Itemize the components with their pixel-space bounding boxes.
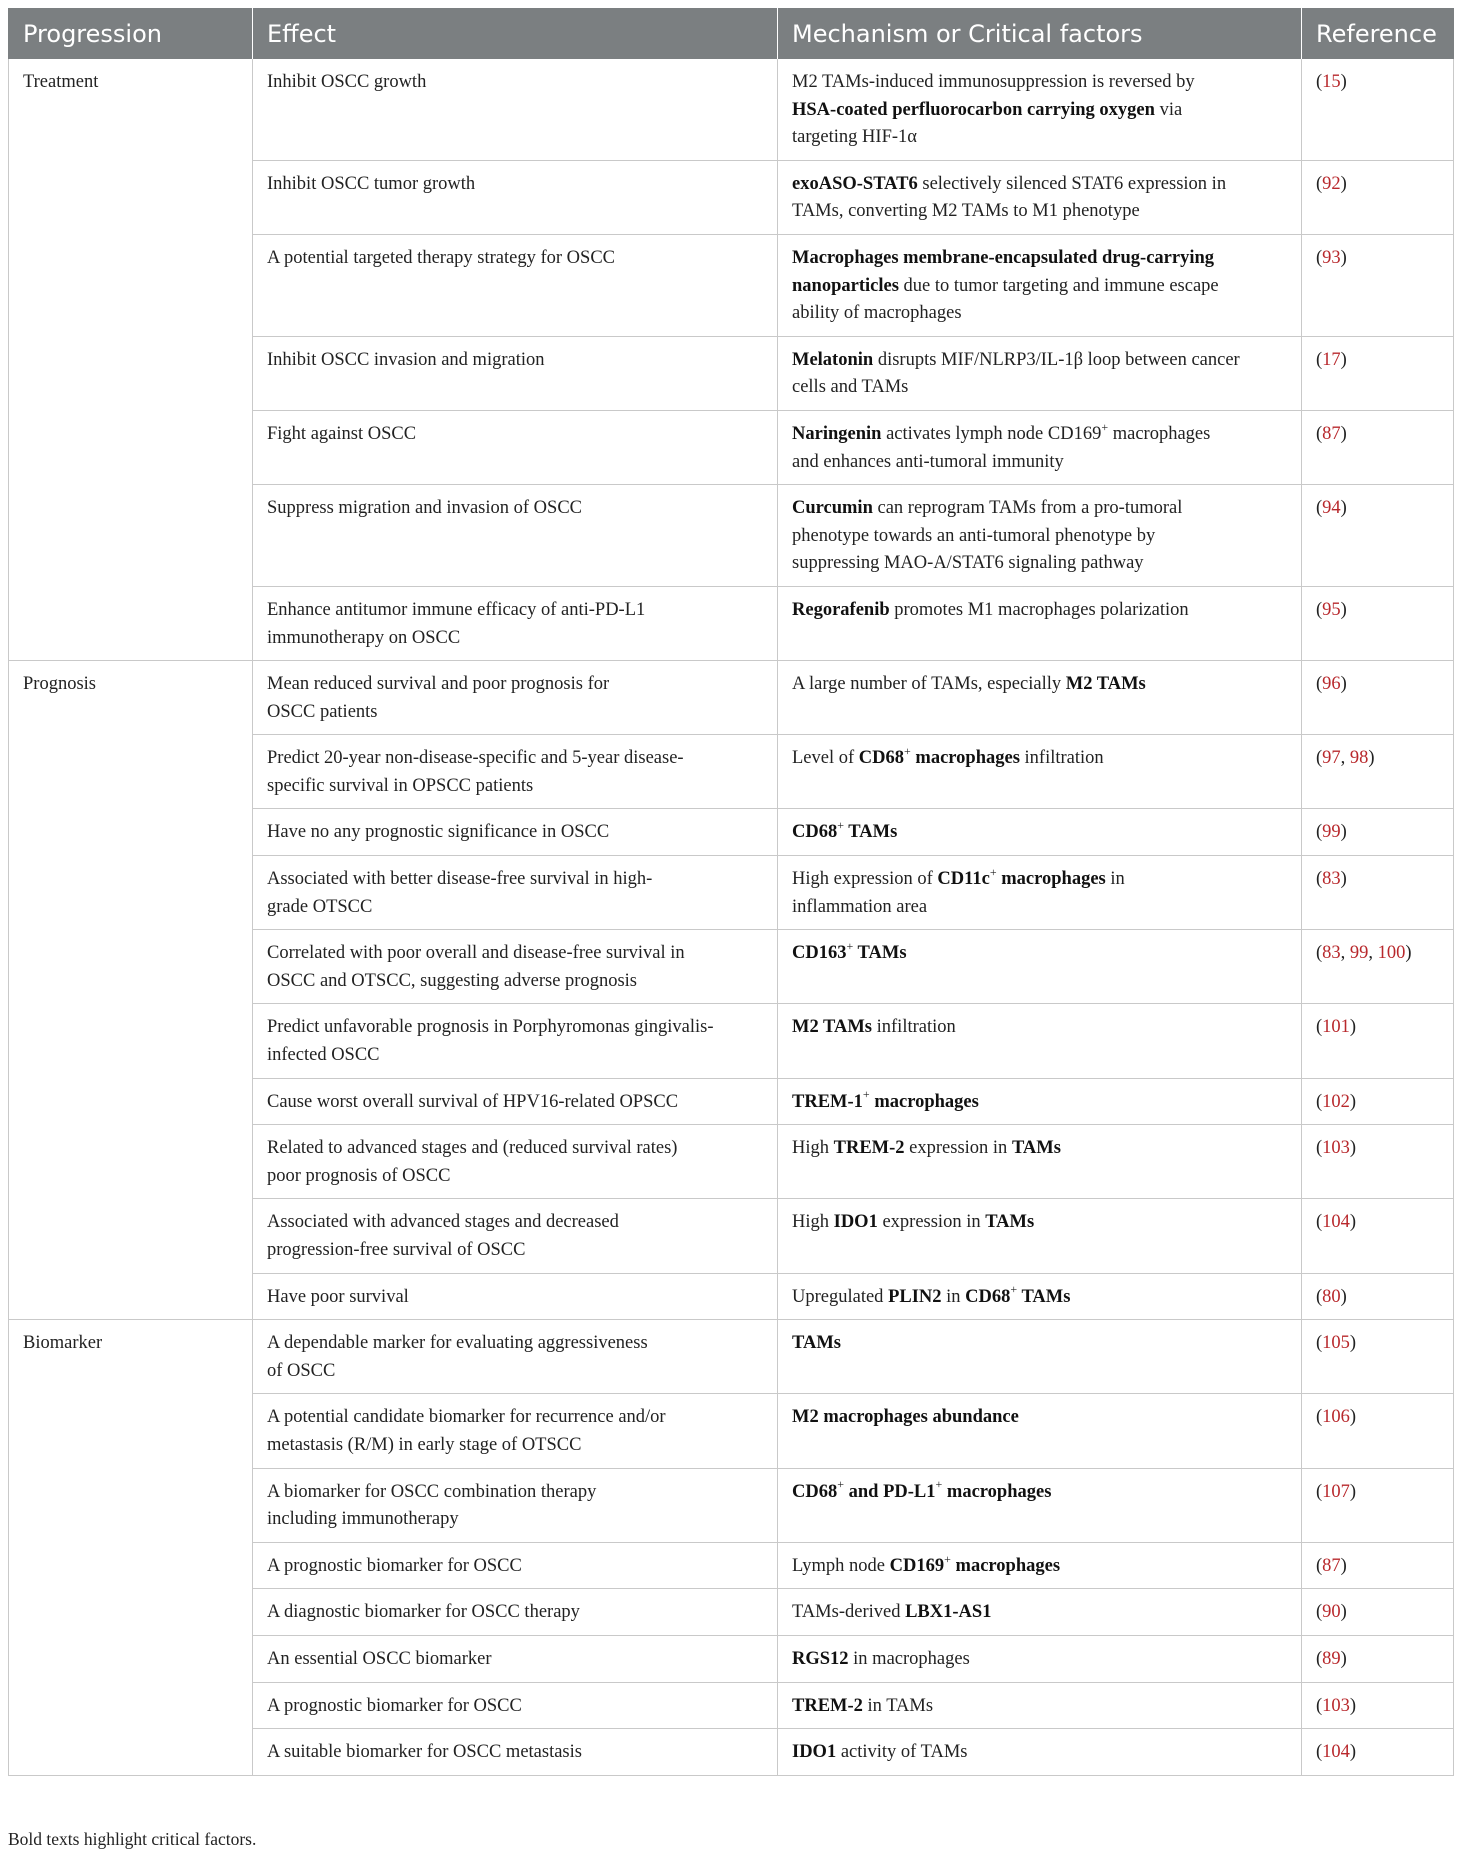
effect-cell: Fight against OSCC <box>253 410 778 484</box>
reference-cell: (96) <box>1302 661 1454 735</box>
effect-cell: Inhibit OSCC growth <box>253 59 778 160</box>
table-row <box>9 1320 1454 1394</box>
reference-link[interactable]: 17 <box>1322 349 1341 370</box>
critical-factor-text: CD11c <box>937 869 990 890</box>
reference-cell: (83) <box>1302 856 1454 930</box>
critical-factor-text: TAMs <box>844 822 898 843</box>
mechanism-cell <box>778 1468 1302 1542</box>
critical-factor-text: Macrophages membrane-encapsulated drug-carrying nanoparticles <box>792 247 1215 296</box>
effect-cell: A potential targeted therapy strategy for OSCC <box>253 234 778 336</box>
reference-cell: (107) <box>1302 1468 1454 1542</box>
mechanism-cell <box>778 1635 1302 1682</box>
critical-factor-text: HSA-coated perfluorocarbon carrying oxygen <box>792 99 1155 120</box>
mechanism-cell <box>778 1199 1302 1273</box>
superscript-text: + <box>1010 1282 1018 1297</box>
superscript-text: + <box>1101 419 1109 434</box>
critical-factor-text: TAMs <box>853 943 907 964</box>
reference-link[interactable]: 95 <box>1322 599 1341 620</box>
critical-factor-text: macrophages <box>942 1481 1052 1502</box>
reference-link[interactable]: 80 <box>1322 1286 1341 1307</box>
superscript-text: + <box>904 744 911 759</box>
mechanism-cell <box>778 1273 1302 1320</box>
critical-factor-text: TREM-1 <box>792 1091 863 1112</box>
effect-cell: A prognostic biomarker for OSCC <box>253 1682 778 1729</box>
critical-factor-text: macrophages <box>869 1091 979 1112</box>
header-row <box>9 8 1454 59</box>
critical-factor-text: TAMs <box>1011 1138 1061 1159</box>
reference-link[interactable]: 107 <box>1322 1481 1350 1502</box>
critical-factor-text: IDO1 <box>792 1742 837 1763</box>
mechanism-text: disrupts MIF/NLRP3/IL-1β loop between cancer cells and TAMs <box>792 349 1240 398</box>
critical-factor-text: CD68 <box>792 822 838 843</box>
progression-cell: Prognosis <box>9 661 253 1320</box>
progression-cell: Treatment <box>9 59 253 661</box>
mechanism-text: High <box>792 1138 834 1159</box>
superscript-text: + <box>862 1087 870 1102</box>
reference-link[interactable]: 93 <box>1322 247 1341 268</box>
reference-link[interactable]: 83 <box>1322 869 1341 890</box>
mechanism-text: can reprogram TAMs from a pro-tumoral phenotype towards an anti-tumoral phenotype by suppressing MAO-A/STAT6 signaling pathway <box>792 498 1183 574</box>
progression-cell: Biomarker <box>9 1320 253 1776</box>
header-effect: Effect <box>253 8 778 59</box>
mechanism-cell <box>778 410 1302 484</box>
mechanism-cell <box>778 930 1302 1004</box>
critical-factor-text: CD68 <box>965 1286 1011 1307</box>
mechanism-text: in inflammation area <box>792 869 1125 917</box>
reference-link[interactable]: 106 <box>1322 1407 1350 1428</box>
superscript-text: + <box>944 1551 951 1566</box>
mechanism-text: via targeting HIF-1α <box>792 99 1183 148</box>
reference-cell: (103) <box>1302 1682 1454 1729</box>
reference-link[interactable]: 103 <box>1322 1695 1350 1716</box>
reference-link[interactable]: 99 <box>1322 822 1341 843</box>
reference-cell: (99) <box>1302 809 1454 856</box>
mechanism-text: due to tumor targeting and immune escape ability of macrophages <box>792 275 1219 324</box>
reference-cell: (93) <box>1302 234 1454 336</box>
reference-cell: (80) <box>1302 1273 1454 1320</box>
critical-factor-text: macrophages <box>910 748 1020 769</box>
mechanism-text: activity of TAMs <box>836 1742 968 1763</box>
critical-factor-text: exoASO-STAT6 <box>792 173 918 194</box>
reference-cell: (89) <box>1302 1635 1454 1682</box>
mechanism-text: expression in <box>904 1138 1012 1159</box>
critical-factor-text: M2 macrophages abundance <box>792 1407 1019 1428</box>
mechanism-cell <box>778 234 1302 336</box>
mechanism-cell <box>778 1125 1302 1199</box>
superscript-text: + <box>837 1477 845 1492</box>
effect-cell: A biomarker for OSCC combination therapy including immunotherapy <box>253 1468 778 1542</box>
effect-cell: Predict 20-year non-disease-specific and 5-year disease- specific survival in OPSCC patients <box>253 735 778 809</box>
table-row <box>9 59 1454 160</box>
reference-link[interactable]: 89 <box>1322 1648 1341 1669</box>
reference-cell: (103) <box>1302 1125 1454 1199</box>
mechanism-text: activates lymph node CD169 <box>881 423 1102 444</box>
critical-factor-text: CD163 <box>792 943 847 964</box>
reference-cell: (94) <box>1302 485 1454 587</box>
effect-cell: Suppress migration and invasion of OSCC <box>253 485 778 587</box>
effect-cell: Mean reduced survival and poor prognosis for OSCC patients <box>253 661 778 735</box>
critical-factor-text: Regorafenib <box>792 599 890 620</box>
critical-factor-text: Melatonin <box>792 349 874 370</box>
effect-cell: Predict unfavorable prognosis in Porphyromonas gingivalis- infected OSCC <box>253 1004 778 1078</box>
mechanism-cell <box>778 1682 1302 1729</box>
critical-factor-text: LBX1-AS1 <box>905 1602 992 1623</box>
header-progression: Progression <box>9 8 253 59</box>
reference-link[interactable]: 99 <box>1349 943 1369 964</box>
mechanism-text: Upregulated <box>792 1286 889 1307</box>
mechanism-text: Lymph node <box>792 1555 890 1576</box>
reference-cell: (83, 99, 100) <box>1302 930 1454 1004</box>
reference-link[interactable]: 105 <box>1322 1333 1350 1354</box>
mechanism-text: infiltration <box>1019 748 1104 769</box>
critical-factor-text: TAMs <box>1017 1286 1071 1307</box>
mechanism-cell <box>778 1542 1302 1589</box>
critical-factor-text: TREM-2 <box>792 1695 863 1716</box>
reference-cell: (101) <box>1302 1004 1454 1078</box>
mechanism-cell <box>778 1078 1302 1125</box>
critical-factor-text: TAMs <box>792 1333 841 1354</box>
effect-cell: A suitable biomarker for OSCC metastasis <box>253 1729 778 1776</box>
mechanism-text: in TAMs <box>862 1695 934 1716</box>
reference-link[interactable]: 83 <box>1322 943 1341 964</box>
reference-cell: (92) <box>1302 160 1454 234</box>
reference-cell: (87) <box>1302 1542 1454 1589</box>
critical-factor-text: TREM-2 <box>833 1138 905 1159</box>
effect-cell: Related to advanced stages and (reduced survival rates) poor prognosis of OSCC <box>253 1125 778 1199</box>
mechanism-cell <box>778 661 1302 735</box>
reference-cell: (104) <box>1302 1729 1454 1776</box>
critical-factor-text: Naringenin <box>792 423 882 444</box>
mechanism-text: promotes M1 macrophages polarization <box>889 599 1189 620</box>
mechanism-text: TAMs-derived <box>792 1602 906 1623</box>
effect-cell: Correlated with poor overall and disease-free survival in OSCC and OTSCC, suggesting adverse prognosis <box>253 930 778 1004</box>
mechanism-text: High <box>792 1212 834 1233</box>
mechanism-cell <box>778 336 1302 410</box>
critical-factor-text: CD169 <box>889 1555 945 1576</box>
mechanism-cell <box>778 160 1302 234</box>
critical-factor-text: RGS12 <box>792 1648 849 1669</box>
mechanism-cell <box>778 735 1302 809</box>
critical-factor-text: IDO1 <box>833 1212 878 1233</box>
mechanism-text: High expression of <box>792 869 938 890</box>
reference-link[interactable]: 87 <box>1322 1555 1341 1576</box>
superscript-text: + <box>837 818 845 833</box>
reference-cell: (90) <box>1302 1589 1454 1636</box>
effect-cell: Have poor survival <box>253 1273 778 1320</box>
mechanism-text: Level of <box>792 748 859 769</box>
effect-cell: A prognostic biomarker for OSCC <box>253 1542 778 1589</box>
critical-factor-text: CD68 <box>858 748 905 769</box>
reference-link[interactable]: 96 <box>1322 674 1341 695</box>
reference-link[interactable]: 90 <box>1322 1602 1341 1623</box>
reference-cell: (87) <box>1302 410 1454 484</box>
table-container <box>8 8 1453 1776</box>
table-footnote: Bold texts highlight critical factors. <box>8 1829 257 1849</box>
reference-link[interactable]: 97 <box>1322 748 1341 769</box>
mechanism-text: selectively silenced STAT6 expression in TAMs, converting M2 TAMs to M1 phenotype <box>792 173 1227 222</box>
mechanism-text: infiltration <box>872 1017 956 1038</box>
mechanism-cell <box>778 1320 1302 1394</box>
reference-cell: (17) <box>1302 336 1454 410</box>
mechanism-cell <box>778 1004 1302 1078</box>
reference-link[interactable]: 104 <box>1322 1742 1350 1763</box>
header-reference: Reference <box>1302 8 1454 59</box>
mechanism-cell <box>778 586 1302 660</box>
critical-factor-text: CD68 <box>792 1481 838 1502</box>
table-row <box>9 661 1454 735</box>
reference-cell: (97, 98) <box>1302 735 1454 809</box>
reference-link[interactable]: 15 <box>1322 72 1341 92</box>
mechanism-text: expression in <box>877 1212 986 1233</box>
critical-factor-text: Curcumin <box>792 498 873 519</box>
reference-cell: (104) <box>1302 1199 1454 1273</box>
mechanism-text: M2 TAMs-induced immunosuppression is reversed by <box>792 72 1195 92</box>
critical-factor-text: PLIN2 <box>888 1286 942 1307</box>
effect-cell: Associated with better disease-free survival in high- grade OTSCC <box>253 856 778 930</box>
mechanism-cell <box>778 1589 1302 1636</box>
reference-cell: (95) <box>1302 586 1454 660</box>
effect-cell: A dependable marker for evaluating aggressiveness of OSCC <box>253 1320 778 1394</box>
effect-cell: Have no any prognostic significance in OSCC <box>253 809 778 856</box>
critical-factor-text: and PD-L1 <box>844 1481 936 1502</box>
reference-cell: (15) <box>1302 59 1454 160</box>
mechanism-text: A large number of TAMs, especially <box>792 674 1066 695</box>
data-table <box>8 8 1454 1776</box>
effect-cell: Enhance antitumor immune efficacy of anti-PD-L1 immunotherapy on OSCC <box>253 586 778 660</box>
effect-cell: Cause worst overall survival of HPV16-related OPSCC <box>253 1078 778 1125</box>
superscript-text: + <box>846 939 854 954</box>
table-header <box>9 8 1454 59</box>
effect-cell: Inhibit OSCC tumor growth <box>253 160 778 234</box>
reference-cell: (102) <box>1302 1078 1454 1125</box>
effect-cell: An essential OSCC biomarker <box>253 1635 778 1682</box>
mechanism-cell <box>778 809 1302 856</box>
mechanism-cell <box>778 485 1302 587</box>
critical-factor-text: macrophages <box>996 869 1106 890</box>
reference-cell: (106) <box>1302 1394 1454 1468</box>
reference-link[interactable]: 101 <box>1322 1017 1350 1038</box>
critical-factor-text: TAMs <box>985 1212 1035 1233</box>
reference-link[interactable]: 103 <box>1322 1138 1350 1159</box>
reference-link[interactable]: 100 <box>1377 943 1406 964</box>
reference-link[interactable]: 102 <box>1322 1091 1350 1112</box>
reference-link[interactable]: 87 <box>1322 423 1341 444</box>
reference-link[interactable]: 98 <box>1349 748 1369 769</box>
effect-cell: A diagnostic biomarker for OSCC therapy <box>253 1589 778 1636</box>
critical-factor-text: M2 TAMs <box>792 1017 872 1038</box>
table-body <box>9 59 1454 1775</box>
reference-link[interactable]: 104 <box>1322 1212 1350 1233</box>
superscript-text: + <box>935 1477 943 1492</box>
effect-cell: A potential candidate biomarker for recurrence and/or metastasis (R/M) in early stage of OTSCC <box>253 1394 778 1468</box>
mechanism-cell <box>778 1729 1302 1776</box>
effect-cell: Associated with advanced stages and decreased progression-free survival of OSCC <box>253 1199 778 1273</box>
mechanism-text: macrophages and enhances anti-tumoral immunity <box>792 423 1211 472</box>
header-mechanism: Mechanism or Critical factors <box>778 8 1302 59</box>
effect-cell: Inhibit OSCC invasion and migration <box>253 336 778 410</box>
mechanism-cell <box>778 59 1302 160</box>
mechanism-cell <box>778 856 1302 930</box>
reference-link[interactable]: 94 <box>1322 498 1341 519</box>
reference-cell: (105) <box>1302 1320 1454 1394</box>
reference-link[interactable]: 92 <box>1322 173 1341 194</box>
mechanism-cell <box>778 1394 1302 1468</box>
superscript-text: + <box>989 864 997 879</box>
mechanism-text: in macrophages <box>848 1648 970 1669</box>
critical-factor-text: M2 TAMs <box>1065 674 1146 695</box>
critical-factor-text: macrophages <box>950 1555 1061 1576</box>
mechanism-text: in <box>941 1286 966 1307</box>
